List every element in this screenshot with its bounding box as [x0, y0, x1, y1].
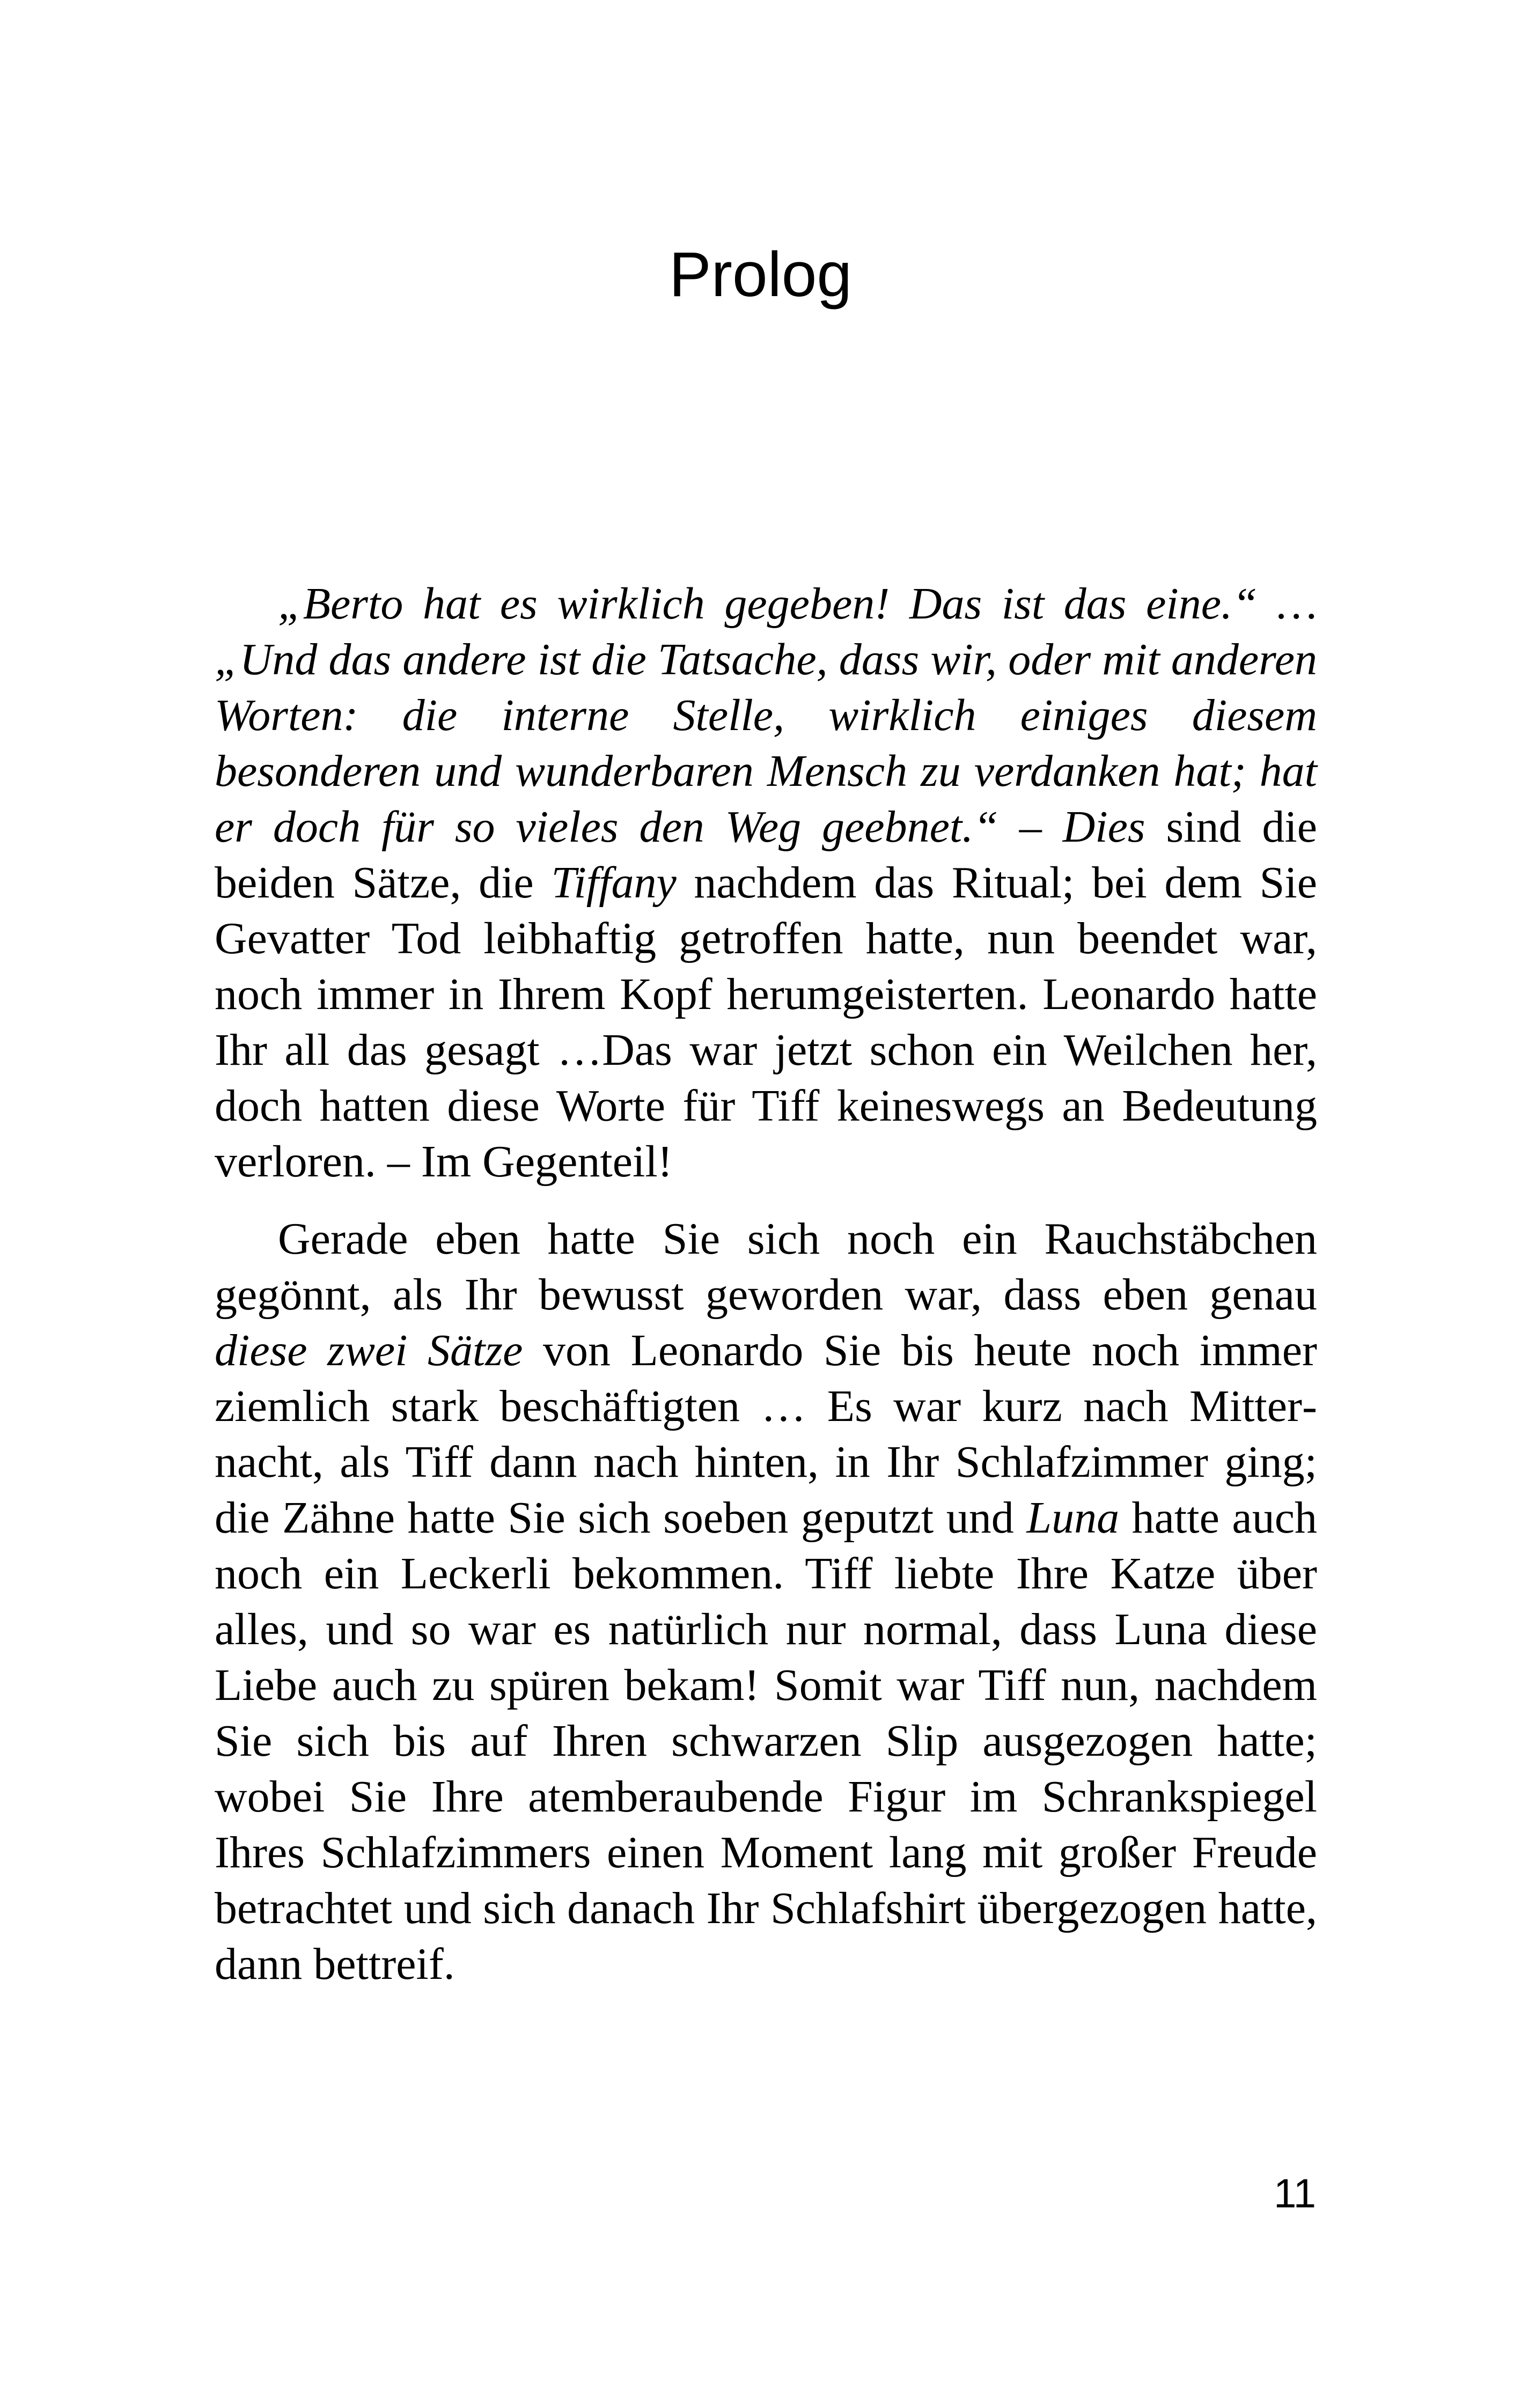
text-segment: hatte auch noch ein Leckerli bekommen. Tiff liebte Ihre Katze über alles, und so war es natürlich nur normal, dass Luna diese Liebe auch zu spüren bekam! Somit war Tiff nun, nachdem Sie sich bis auf Ihren schwarzen Slip ausgezogen hatte; wobei Sie Ihre atemberaubende Figur im Schrankspiegel Ihres Schlafzimmers einen Moment lang mit großer Freude betrachtet und sich danach Ihr Schlafshirt übergezogen hatte, dann bettreif. [215, 1493, 1318, 1989]
body-text [215, 576, 1317, 1992]
quote-text: „Berto hat es wirklich gegeben! Das ist das eine.“ … „Und das andere ist die Tatsache, dass wir, oder mit anderen Worten: die interne Stelle, wirklich einiges diesem besonderen und wunderbaren Mensch zu verdanken hat; hat er doch für so vieles den Weg geebnet.“ – Dies [215, 579, 1317, 852]
text-segment: nachdem das Ritual; bei dem Sie Gevatter Tod leibhaftig getroffen hatte, nun beendet war, noch immer in Ihrem Kopf herumgeisterten. Leonardo hatte Ihr all das gesagt …Das war jetzt schon ein Weilchen her, doch hatten diese Worte für Tiff keineswegs an Bedeutung verloren. – Im Gegenteil! [215, 858, 1317, 1187]
name-tiffany: Tiffany [551, 858, 677, 908]
text-segment: sind die beiden Sätze, die [215, 802, 1317, 908]
chapter-title: Prolog [668, 239, 853, 310]
paragraph [215, 576, 1317, 1190]
page-number: 11 [1274, 2171, 1316, 2216]
emphasis-text: diese zwei Sätze [215, 1325, 523, 1375]
name-luna: Luna [1026, 1493, 1120, 1543]
text-segment: von Leonardo Sie bis heute noch immer ziemlich stark beschäftigten … Es war kurz nach Mitternacht, als Tiff dann nach hinten, in Ihr Schlafzimmer ging; die Zähne hatte Sie sich soeben geputzt und [215, 1325, 1317, 1543]
paragraph [215, 1211, 1317, 1992]
text-segment: Gerade eben hatte Sie sich noch ein Rauchstäbchen gegönnt, als Ihr bewusst geworden war, dass eben genau [215, 1214, 1317, 1320]
